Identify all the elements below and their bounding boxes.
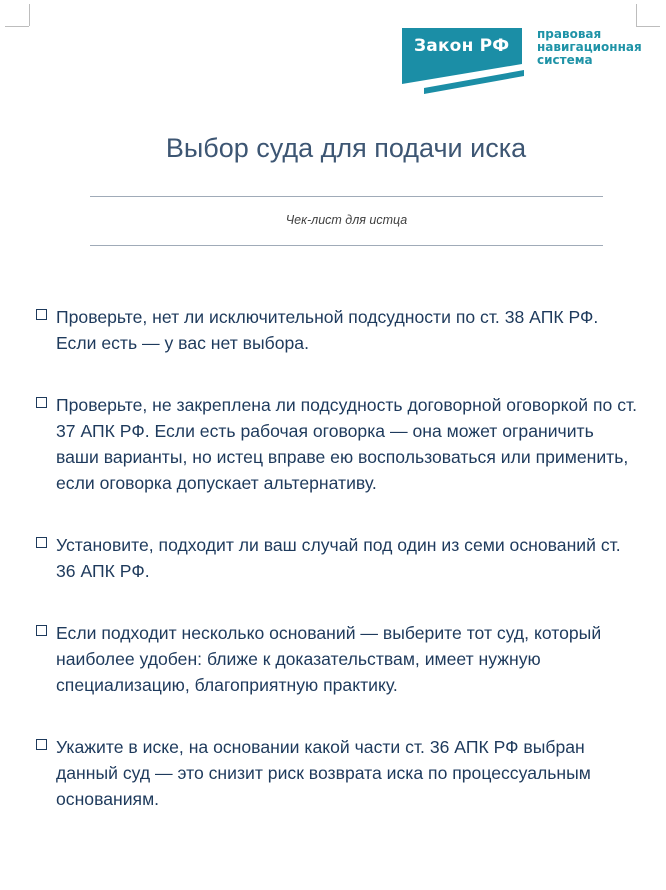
zakon-rf-logo	[402, 24, 662, 96]
logo-tagline-line: навигационная	[537, 40, 642, 54]
logo-name: Закон РФ	[414, 36, 510, 56]
checklist-item-text: Проверьте, не закреплена ли подсудность договорной оговоркой по ст. 37 АПК РФ. Если есть рабочая оговорка — она может ограничить ваши варианты, но истец вправе ею воспользоваться или применить, если оговорка допускает альтернативу.	[56, 395, 637, 493]
logo-mark-shape	[402, 24, 532, 96]
checklist-item-text: Установите, подходит ли ваш случай под один из семи оснований ст. 36 АПК РФ.	[56, 535, 621, 581]
logo-tagline-line: система	[537, 53, 593, 67]
crop-mark-top-left	[5, 26, 29, 27]
divider-bottom	[90, 245, 603, 246]
page-title: Выбор суда для подачи иска	[165, 133, 527, 163]
checklist	[36, 304, 641, 848]
checklist-item	[36, 532, 641, 584]
checklist-item-text: Укажите в иске, на основании какой части ст. 36 АПК РФ выбран данный суд — это снизит риск возврата иска по процессуальным основаниям.	[56, 737, 591, 809]
divider-top	[90, 196, 603, 197]
logo-tagline	[537, 28, 662, 67]
checklist-item	[36, 392, 641, 496]
crop-mark-top-left	[29, 4, 30, 26]
checklist-item	[36, 304, 641, 356]
checklist-item	[36, 620, 641, 698]
crop-mark-top-right	[636, 4, 637, 26]
logo-tagline-line: правовая	[537, 27, 602, 41]
checklist-item	[36, 734, 641, 812]
checklist-item-text: Если подходит несколько оснований — выберите тот суд, который наиболее удобен: ближе к доказательствам, имеет нужную специализацию, благоприятную практику.	[56, 623, 602, 695]
checkbox[interactable]	[36, 397, 47, 408]
checkbox[interactable]	[36, 625, 47, 636]
page-subtitle: Чек-лист для истца	[285, 213, 408, 227]
checklist-item-text: Проверьте, нет ли исключительной подсудности по ст. 38 АПК РФ. Если есть — у вас нет выбора.	[56, 307, 599, 353]
checkbox[interactable]	[36, 739, 47, 750]
checkbox[interactable]	[36, 309, 47, 320]
checkbox[interactable]	[36, 537, 47, 548]
